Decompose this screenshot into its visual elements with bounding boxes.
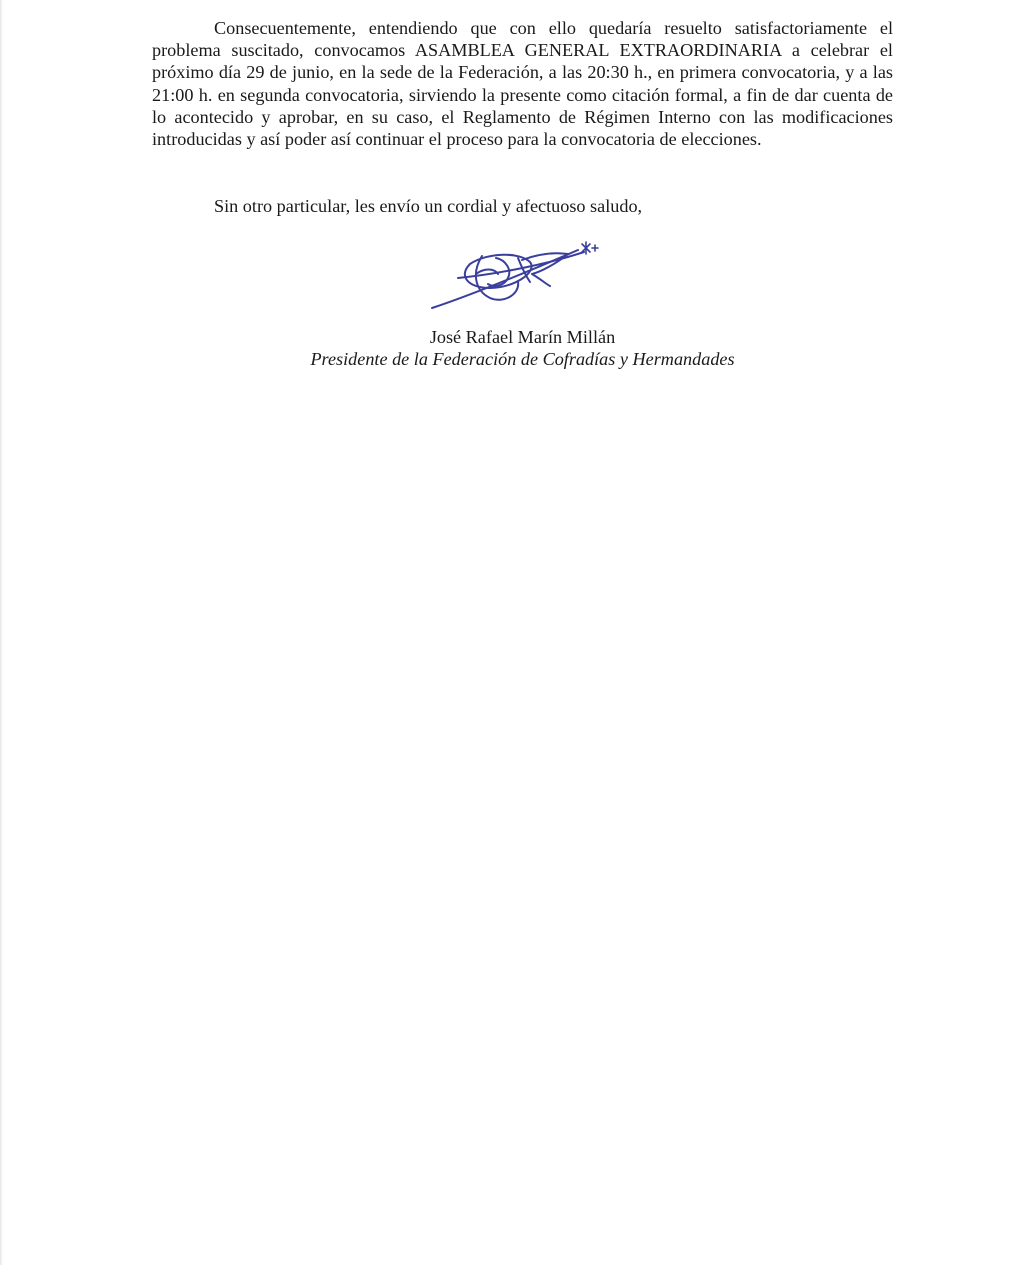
signer-title: Presidente de la Federación de Cofradías y Hermandades bbox=[310, 349, 735, 369]
signer-name: José Rafael Marín Millán bbox=[429, 327, 616, 347]
handwritten-signature-icon bbox=[428, 238, 600, 312]
body-paragraph-convocation: Consecuentemente, entendiendo que con ello quedaría resuelto satisfactoriamente el problema suscitado, convocamos ASAMBLEA GENERAL EXTRAORDINARIA a celebrar el próximo día 29 de junio, en la sede de la Federación, a las 20:30 h., en primera convocatoria, y a las 21:00 h. en segunda convocatoria, sirviendo la presente como citación formal, a fin de dar cuenta de lo acontecido y aprobar, en su caso, el Reglamento de Régimen Interno con las modificaciones introducidas y así poder así continuar el proceso para la convocatoria de elecciones. bbox=[152, 18, 893, 150]
page-edge-shadow bbox=[0, 0, 3, 1265]
body-paragraph-closing: Sin otro particular, les envío un cordial y afectuoso saludo, bbox=[214, 196, 643, 216]
